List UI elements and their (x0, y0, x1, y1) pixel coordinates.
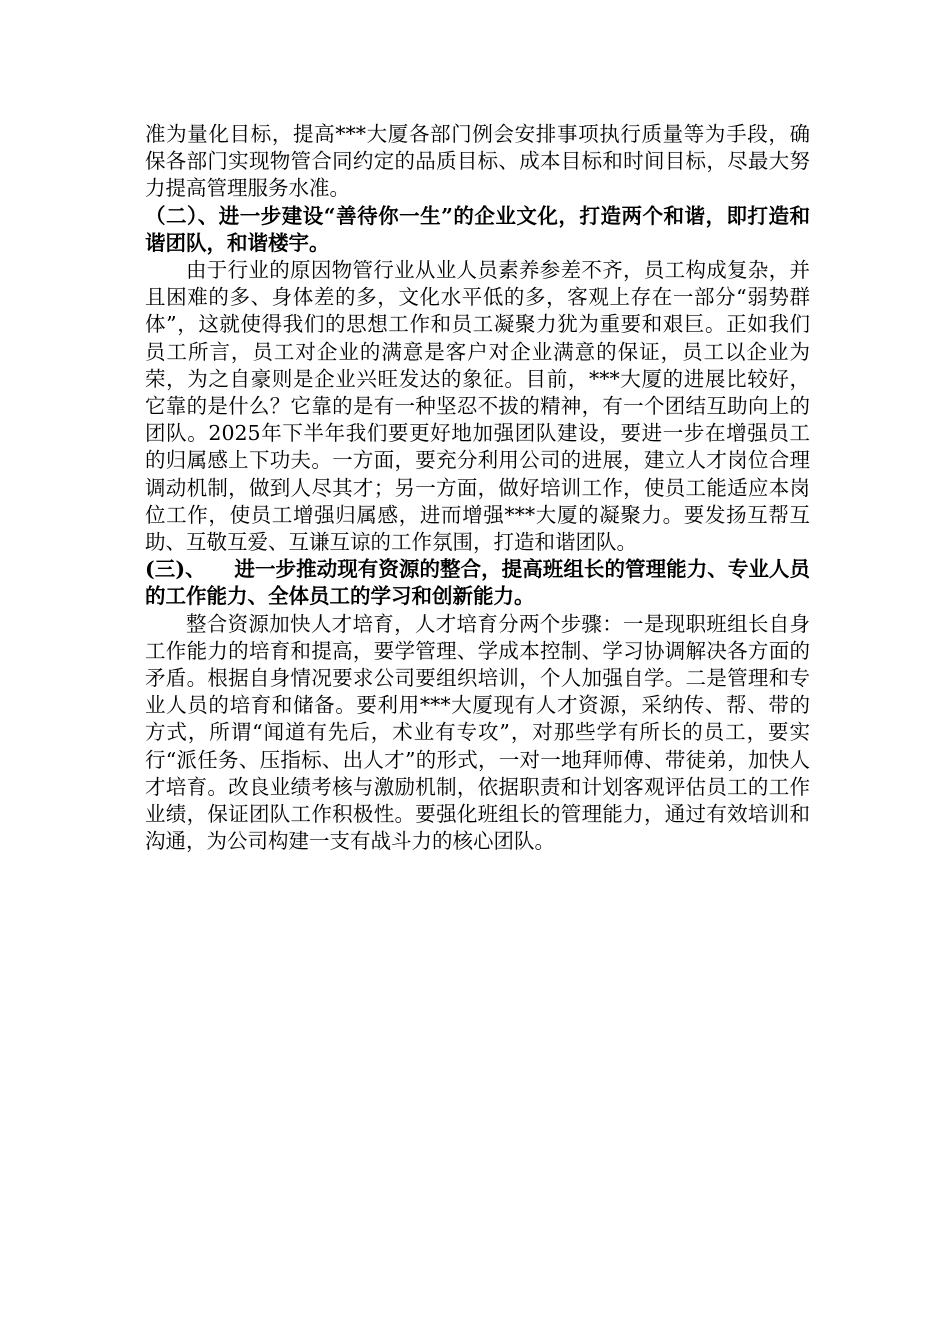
paragraph-talent-development: 整合资源加快人才培育，人才培育分两个步骤：一是现职班组长自身工作能力的培育和提高，要学管理、学成本控制、学习协调解决各方面的矛盾。根据自身情况要求公司要组织培训，个人加强自学。二是管理和专业人员的培育和储备。要利用***大厦现有人才资源，采纳传、帮、带的方式，所谓“闻道有先后，术业有专攻”，对那些学有所长的员工，要实行“派任务、压指标、出人才”的形式，一对一地拜师傅、带徒弟，加快人才培育。改良业绩考核与激励机制，依据职责和计划客观评估员工的工作业绩，保证团队工作积极性。要强化班组长的管理能力，通过有效培训和沟通，为公司构建一支有战斗力的核心团队。 (145, 611, 810, 854)
paragraph-team-building: 由于行业的原因物管行业从业人员素养参差不齐，员工构成复杂，并且困难的多、身体差的多，文化水平低的多，客观上存在一部分“弱势群体”，这就使得我们的思想工作和员工凝聚力犹为重要和艰巨。正如我们员工所言，员工对企业的满意是客户对企业满意的保证，员工以企业为荣，为之自豪则是企业兴旺发达的象征。目前，***大厦的进展比较好，它靠的是什么？它靠的是有一种坚忍不拔的精神，有一个团结互助向上的团队。2025年下半年我们要更好地加强团队建设，要进一步在增强员工的归属感上下功夫。一方面，要充分利用公司的进展，建立人才岗位合理调动机制，做到人尽其才；另一方面，做好培训工作，使员工能适应本岗位工作，使员工增强归属感，进而增强***大厦的凝聚力。要发扬互帮互助、互敬互爱、互谦互谅的工作氛围，打造和谐团队。 (145, 258, 810, 555)
document-body (145, 121, 810, 855)
paragraph-quantified-targets: 准为量化目标，提高***大厦各部门例会安排事项执行质量等为手段，确保各部门实现物管合同约定的品质目标、成本目标和时间目标，尽最大努力提高管理服务水准。 (145, 122, 810, 201)
section-heading-2: （二）、进一步建设“善待你一生”的企业文化，打造两个和谐，即打造和谐团队，和谐楼宇。 (145, 203, 810, 255)
section-heading-3: (三)、 进一步推动现有资源的整合，提高班组长的管理能力、专业人员的工作能力、全体员工的学习和创新能力。 (145, 557, 810, 609)
